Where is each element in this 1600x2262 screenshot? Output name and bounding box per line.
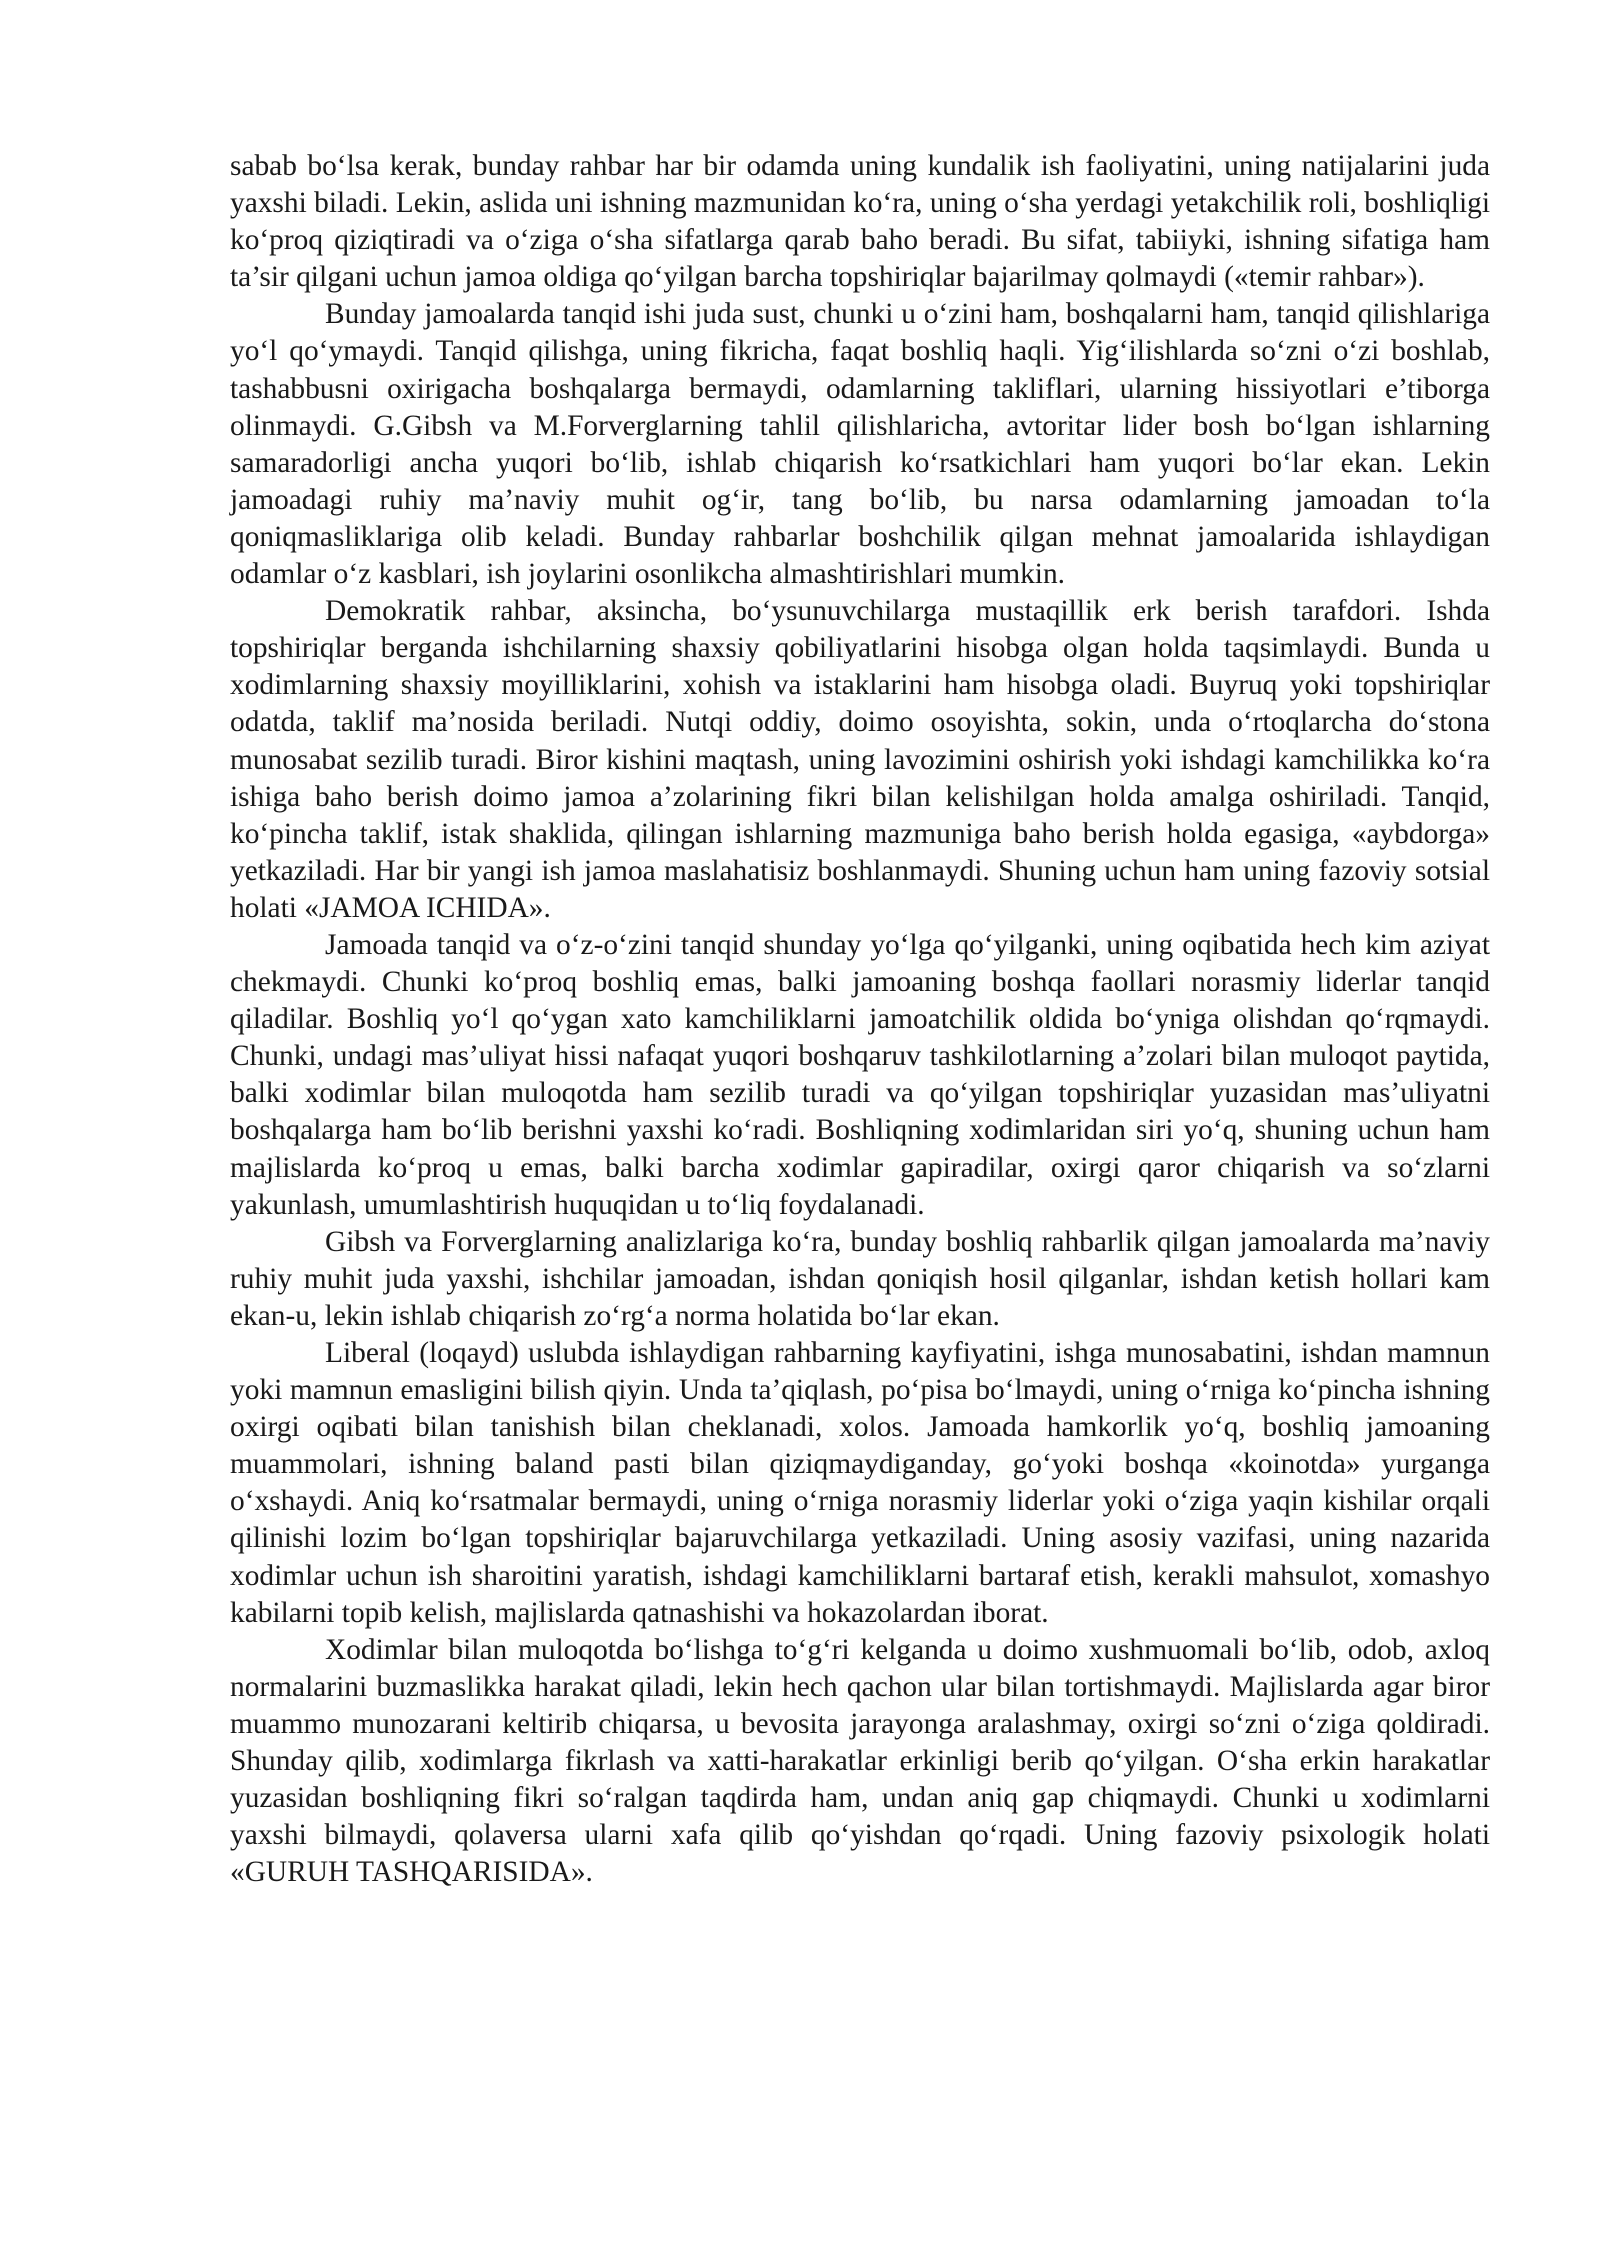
document-page xyxy=(230,148,1490,1891)
paragraph-liberal-leader: Liberal (loqayd) uslubda ishlaydigan rahbarning kayfiyatini, ishga munosabatini, ishdan mamnun yoki mamnun emasligini bilish qiyin. Unda ta’qiqlash, po‘pisa bo‘lmaydi, uning o‘rniga ko‘pincha ishning oxirgi oqibati bilan tanishish bilan cheklanadi, xolos. Jamoada hamkorlik yo‘q, boshliq jamoaning muammolari, ishning baland pasti bilan qiziqmaydiganday, go‘yoki boshqa «koinotda» yurganga o‘xshaydi. Aniq ko‘rsatmalar bermaydi, uning o‘rniga norasmiy liderlar yoki o‘ziga yaqin kishilar orqali qilinishi lozim bo‘lgan topshiriqlar bajaruvchilarga yetkaziladi. Uning asosiy vazifasi, uning nazarida xodimlar uchun ish sharoitini yaratish, ishdagi kamchiliklarni bartaraf etish, kerakli mahsulot, xomashyo kabilarni topib kelish, majlislarda qatnashishi va hokazolardan iborat. xyxy=(230,1337,1490,1629)
paragraph-democratic-criticism: Jamoada tanqid va o‘z-o‘zini tanqid shunday yo‘lga qo‘yilganki, uning oqibatida hech kim aziyat chekmaydi. Chunki ko‘proq boshliq emas, balki jamoaning boshqa faollari norasmiy liderlar tanqid qiladilar. Boshliq yo‘l qo‘ygan xato kamchiliklarni jamoatchilik oldida bo‘yniga olishdan qo‘rqmaydi. Chunki, undagi mas’uliyat hissi nafaqat yuqori boshqaruv tashkilotlarning a’zolari bilan muloqot paytida, balki xodimlar bilan muloqotda ham sezilib turadi va qo‘yilgan topshiriqlar yuzasidan mas’uliyatni boshqalarga ham bo‘lib berishni yaxshi ko‘radi. Boshliqning xodimlaridan siri yo‘q, shuning uchun ham majlislarda ko‘proq u emas, balki barcha xodimlar gapiradilar, oxirgi qaror chiqarish va so‘zlarni yakunlash, umumlashtirish huquqidan u to‘liq foydalanadi. xyxy=(230,928,1490,1221)
paragraph-democratic-leader: Demokratik rahbar, aksincha, bo‘ysunuvchilarga mustaqillik erk berish tarafdori. Ishda topshiriqlar berganda ishchilarning shaxsiy qobiliyatlarini hisobga olgan holda taqsimlaydi. Bunda u xodimlarning shaxsiy moyilliklarini, xohish va istaklarini ham hisobga oladi. Buyruq yoki topshiriqlar odatda, taklif ma’nosida beriladi. Nutqi oddiy, doimo osoyishta, sokin, unda o‘rtoqlarcha do‘stona munosabat sezilib turadi. Biror kishini maqtash, uning lavozimini oshirish yoki ishdagi kamchilikka ko‘ra ishiga baho berish doimo jamoa a’zolarining fikri bilan kelishilgan holda amalga oshiriladi. Tanqid, ko‘pincha taklif, istak shaklida, qilingan ishlarning mazmuniga baho berish holda egasiga, «aybdorga» yetkaziladi. Har bir yangi ish jamoa maslahatisiz boshlanmaydi. Shuning uchun ham uning fazoviy sotsial holati «JAMOA ICHIDA». xyxy=(230,595,1490,924)
paragraph-continuation: sabab bo‘lsa kerak, bunday rahbar har bir odamda uning kundalik ish faoliyatini, uning natijalarini juda yaxshi biladi. Lekin, aslida uni ishning mazmunidan ko‘ra, uning o‘sha yerdagi yetakchilik roli, boshliqligi ko‘proq qiziqtiradi va o‘ziga o‘sha sifatlarga qarab baho beradi. Bu sifat, tabiiyki, ishning sifatiga ham ta’sir qilgani uchun jamoa oldiga qo‘yilgan barcha topshiriqlar bajarilmay qolmaydi («temir rahbar»). xyxy=(230,150,1490,294)
paragraph-liberal-communication: Xodimlar bilan muloqotda bo‘lishga to‘g‘ri kelganda u doimo xushmuomali bo‘lib, odob, axloq normalarini buzmaslikka harakat qiladi, lekin hech qachon ular bilan tortishmaydi. Majlislarda agar biror muammo munozarani keltirib chiqarsa, u bevosita jarayonga aralashmay, oxirgi so‘zni o‘ziga qoldiradi. Shunday qilib, xodimlarga fikrlash va xatti-harakatlar erkinligi berib qo‘yilgan. O‘sha erkin harakatlar yuzasidan boshliqning fikri so‘ralgan taqdirda ham, undan aniq gap chiqmaydi. Chunki u xodimlarni yaxshi bilmaydi, qolaversa ularni xafa qilib qo‘yishdan qo‘rqadi. Uning fazoviy psixologik holati «GURUH TASHQARISIDA». xyxy=(230,1633,1490,1889)
paragraph-gibsh-analysis: Gibsh va Forverglarning analizlariga ko‘ra, bunday boshliq rahbarlik qilgan jamoalarda ma’naviy ruhiy muhit juda yaxshi, ishchilar jamoadan, ishdan qoniqish hosil qilganlar, ishdan ketish hollari kam ekan-u, lekin ishlab chiqarish zo‘rg‘a norma holatida bo‘lar ekan. xyxy=(230,1225,1490,1332)
paragraph-authoritarian-criticism: Bunday jamoalarda tanqid ishi juda sust, chunki u o‘zini ham, boshqalarni ham, tanqid qilishlariga yo‘l qo‘ymaydi. Tanqid qilishga, uning fikricha, faqat boshliq haqli. Yig‘ilishlarda so‘zni o‘zi boshlab, tashabbusni oxirigacha boshqalarga bermaydi, odamlarning takliflari, ularning hissiyotlari e’tiborga olinmaydi. G.Gibsh va M.Forverglarning tahlil qilishlaricha, avtoritar lider bosh bo‘lgan ishlarning samaradorligi ancha yuqori bo‘lib, ishlab chiqarish ko‘rsatkichlari ham yuqori bo‘lar ekan. Lekin jamoadagi ruhiy ma’naviy muhit og‘ir, tang bo‘lib, bu narsa odamlarning jamoadan to‘la qoniqmasliklariga olib keladi. Bunday rahbarlar boshchilik qilgan mehnat jamoalarida ishlaydigan odamlar o‘z kasblari, ish joylarini osonlikcha almashtirishlari mumkin. xyxy=(230,298,1490,591)
